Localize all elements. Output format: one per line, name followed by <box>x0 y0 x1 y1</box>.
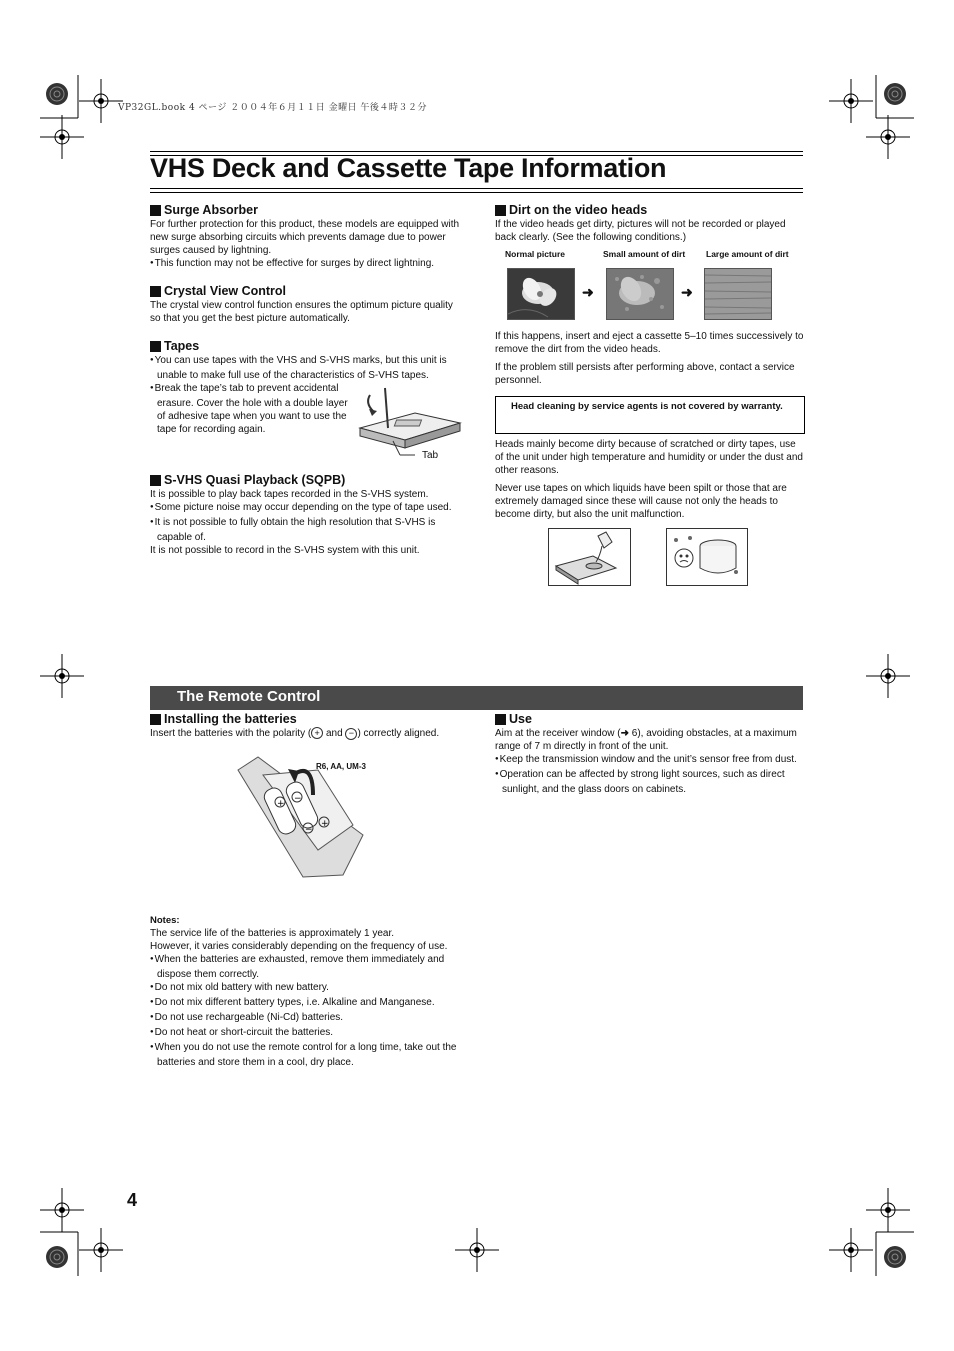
dirt-causes <box>495 438 805 521</box>
use-text: Aim at the receiver window (➜ 6), avoiding obstacles, at a maximum range of 7 m directly in front of the unit. <box>495 728 797 752</box>
battery-installation-illustration <box>233 755 368 880</box>
tapes-bullet: ● Break the tape’s tab to prevent accidental erasure. Cover the hole with a double layer of adhesive tape when you want to use the tape for recording again. <box>150 382 352 436</box>
tapes-heading: Tapes <box>150 338 460 354</box>
spilled-liquid-illustration <box>548 528 631 586</box>
dirt-section <box>495 202 805 244</box>
label-large-dirt: Large amount of dirt <box>706 249 789 259</box>
tapes-bullet: ● You can use tapes with the VHS and S-VHS marks, but this unit is unable to make full use of the characteristics of S-VHS tapes. <box>150 354 460 382</box>
svg-text:−: − <box>305 825 313 835</box>
warranty-notice-text: Head cleaning by service agents is not covered by warranty. <box>511 401 783 412</box>
arrow-right-icon: ➜ <box>582 284 594 300</box>
battery-type-label: R6, AA, UM-3 <box>316 762 366 771</box>
use-bullet: ● Operation can be affected by strong light sources, such as direct sunlight, and the glass doors on cabinets. <box>495 768 805 796</box>
notes-text: However, it varies considerably depending on the frequency of use. <box>150 941 448 952</box>
section-square-icon <box>495 205 506 216</box>
notes-bullet: ● Do not mix old battery with new battery. <box>150 981 460 996</box>
use-heading: Use <box>495 711 805 727</box>
small-dirt-image <box>606 268 674 320</box>
section-square-icon <box>150 205 161 216</box>
plus-circle-icon: + <box>311 727 323 739</box>
notes-bullet: ● Do not heat or short-circuit the batteries. <box>150 1026 460 1041</box>
surge-text: For further protection for this product, these models are equipped with new surge absorbing circuits which prevents damage due to power surges caused by lightning. <box>150 219 460 256</box>
page-title: VHS Deck and Cassette Tape Information <box>150 153 667 183</box>
tab-label: Tab <box>422 450 439 461</box>
svg-text:−: − <box>294 794 302 804</box>
title-rule <box>150 192 803 193</box>
section-square-icon <box>495 714 506 725</box>
surge-absorber-section <box>150 202 460 272</box>
title-rule <box>150 188 803 189</box>
remote-control-section-bar <box>150 686 803 710</box>
section-square-icon <box>150 475 161 486</box>
notes-bullet: ● Do not mix different battery types, i.e. Alkaline and Manganese. <box>150 996 460 1011</box>
normal-picture-image <box>507 268 575 320</box>
sqpb-bullet: ● It is not possible to fully obtain the high resolution that S-VHS is capable of. <box>150 516 460 544</box>
large-dirt-image <box>704 268 772 320</box>
dirt-text: Never use tapes on which liquids have been spilt or those that are extremely damaged since these will cause not only the heads to become dirty, but also the unit malfunction. <box>495 483 787 520</box>
dirt-heading: Dirt on the video heads <box>495 202 805 218</box>
svg-text:+: + <box>321 819 329 829</box>
label-normal-picture: Normal picture <box>505 249 565 259</box>
crystal-heading: Crystal View Control <box>150 283 460 299</box>
label-small-dirt: Small amount of dirt <box>603 249 686 259</box>
batteries-section <box>150 711 460 740</box>
section-square-icon <box>150 341 161 352</box>
notes-bullet: ● When the batteries are exhausted, remove them immediately and dispose them correctly. <box>150 953 460 981</box>
surge-bullet: ● This function may not be effective for surges by direct lightning. <box>150 257 460 272</box>
crystal-text: The crystal view control function ensures the optimum picture quality so that you get the best picture automatically. <box>150 300 453 324</box>
notes-text: The service life of the batteries is approximately 1 year. <box>150 928 395 939</box>
surge-heading: Surge Absorber <box>150 202 460 218</box>
batteries-heading: Installing the batteries <box>150 711 460 727</box>
use-section <box>495 711 805 796</box>
notes-heading: Notes: <box>150 915 180 926</box>
use-bullet: ● Keep the transmission window and the unit’s sensor free from dust. <box>495 753 805 768</box>
sqpb-text: It is not possible to record in the S-VHS system with this unit. <box>150 545 420 556</box>
section-square-icon <box>150 286 161 297</box>
sqpb-heading: S-VHS Quasi Playback (SQPB) <box>150 472 460 488</box>
crystal-view-section <box>150 283 460 325</box>
title-rule <box>150 151 803 152</box>
section-square-icon <box>150 714 161 725</box>
sqpb-text: It is possible to play back tapes recorded in the S-VHS system. <box>150 489 429 500</box>
dirt-text: If the video heads get dirty, pictures will not be recorded or played back clearly. (See the following conditions.) <box>495 219 786 243</box>
notes-bullet: ● Do not use rechargeable (Ni-Cd) batteries. <box>150 1011 460 1026</box>
sqpb-bullet: ● Some picture noise may occur depending on the type of tape used. <box>150 501 460 516</box>
dirt-text: If the problem still persists after performing above, contact a service personnel. <box>495 362 795 386</box>
cassette-tab-illustration <box>355 383 465 463</box>
dirt-text: Heads mainly become dirty because of scratched or dirty tapes, use of the unit under high temperature and humidity or under the dust and other reasons. <box>495 439 803 476</box>
svg-text:+: + <box>277 799 285 809</box>
remote-control-section-title: The Remote Control <box>177 688 321 705</box>
arrow-right-icon: ➜ <box>620 728 629 739</box>
notes-bullet: ● When you do not use the remote control for a long time, take out the batteries and store them in a cool, dry place. <box>150 1041 460 1069</box>
sqpb-section <box>150 472 460 557</box>
damaged-tape-illustration <box>666 528 748 586</box>
batteries-text: Insert the batteries with the polarity ( + and − ) correctly aligned. <box>150 728 440 739</box>
dirt-followup <box>495 330 805 387</box>
arrow-right-icon: ➜ <box>681 284 693 300</box>
notes-section <box>150 914 460 1069</box>
dirt-text: If this happens, insert and eject a cassette 5–10 times successively to remove the dirt from the video heads. <box>495 331 804 355</box>
print-header-meta: VP32GL.book 4 ページ ２００４年６月１１日 金曜日 午後４時３２分 <box>118 103 427 113</box>
minus-circle-icon: − <box>345 728 357 740</box>
warranty-notice-box <box>495 396 805 434</box>
page-number: 4 <box>127 1190 138 1210</box>
